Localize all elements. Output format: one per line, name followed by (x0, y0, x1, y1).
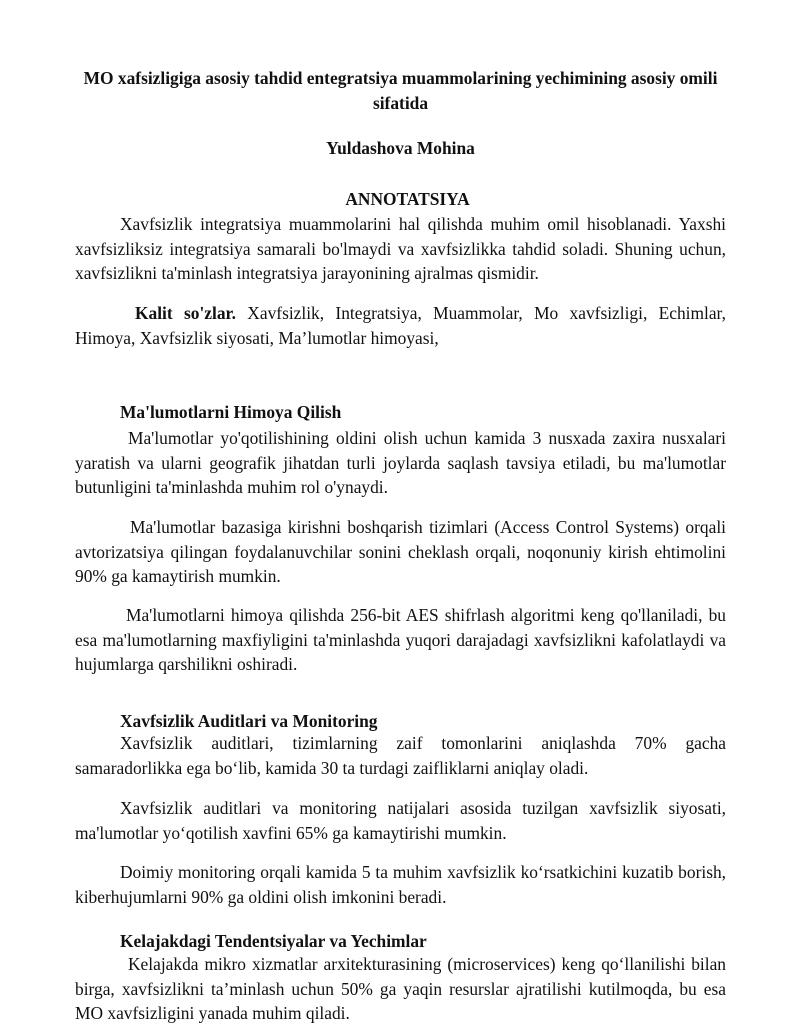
section-paragraph: Ma'lumotlar bazasiga kirishni boshqarish tizimlari (Access Control Systems) orqali avtorizatsiya qilingan foydalanuvchilar sonini cheklash orqali, noqonuniy kirish ehtimolini 90% ga kamaytirish mumkin. (75, 517, 726, 587)
paper-title: MO xafsizligiga asosiy tahdid entegratsiya muammolarining yechimining asosiy omili sifatida (83, 68, 718, 113)
section-heading: Xavfsizlik Auditlari va Monitoring (120, 711, 378, 731)
section-paragraph: Doimiy monitoring orqali kamida 5 ta muhim xavfsizlik ko‘rsatkichini kuzatib borish, kiberhujumlarni 90% ga oldini olish imkonini beradi. (75, 862, 726, 907)
keywords-text: Xavfsizlik, Integratsiya, Muammolar, Mo xavfsizligi, Echimlar, Himoya, Xavfsizlik siyosati, Ma’lumotlar himoyasi, (75, 303, 726, 348)
author-name: Yuldashova Mohina (326, 138, 475, 158)
section-paragraph: Xavfsizlik auditlari, tizimlarning zaif tomonlarini aniqlashda 70% gacha samaradorlikka ega bo‘lib, kamida 30 ta turdagi zaifliklarni aniqlay oladi. (75, 733, 726, 778)
section-paragraph: Ma'lumotlar yo'qotilishining oldini olish uchun kamida 3 nusxada zaxira nusxalari yaratish va ularni geografik jihatdan turli joylarda saqlash tavsiya etiladi, bu ma'lumotlar butunligini ta'minlashda muhim rol o'ynaydi. (75, 428, 726, 498)
section-paragraph: Kelajakda mikro xizmatlar arxitekturasining (microservices) keng qo‘llanilishi bilan birga, xavfsizlikni ta’minlash uchun 50% ga yaqin resurslar ajratilishi kutilmoqda, bu esa MO xavfsizligini yanada muhim qiladi. (75, 954, 726, 1024)
section-heading: Ma'lumotlarni Himoya Qilish (120, 402, 342, 422)
section-heading: Kelajakdagi Tendentsiyalar va Yechimlar (120, 931, 427, 951)
section-paragraph: Xavfsizlik auditlari va monitoring natijalari asosida tuzilgan xavfsizlik siyosati, ma'lumotlar yo‘qotilish xavfini 65% ga kamaytirishi mumkin. (75, 798, 726, 843)
abstract-heading: ANNOTATSIYA (345, 189, 470, 209)
keywords-label: Kalit so'zlar. (135, 303, 236, 323)
section-paragraph: Ma'lumotlarni himoya qilishda 256-bit AES shifrlash algoritmi keng qo'llaniladi, bu esa ma'lumotlarning maxfiyligini ta'minlashda yuqori darajadagi xavfsizlikni kafolatlaydi va hujumlarga qarshilikni oshiradi. (75, 605, 726, 675)
keywords-paragraph (75, 301, 726, 350)
abstract-text: Xavfsizlik integratsiya muammolarini hal qilishda muhim omil hisoblanadi. Yaxshi xavfsizliksiz integratsiya samarali bo'lmaydi va xavfsizlikka tahdid soladi. Shuning uchun, xavfsizlikni ta'minlash integratsiya jarayonining ajralmas qismidir. (75, 214, 726, 284)
